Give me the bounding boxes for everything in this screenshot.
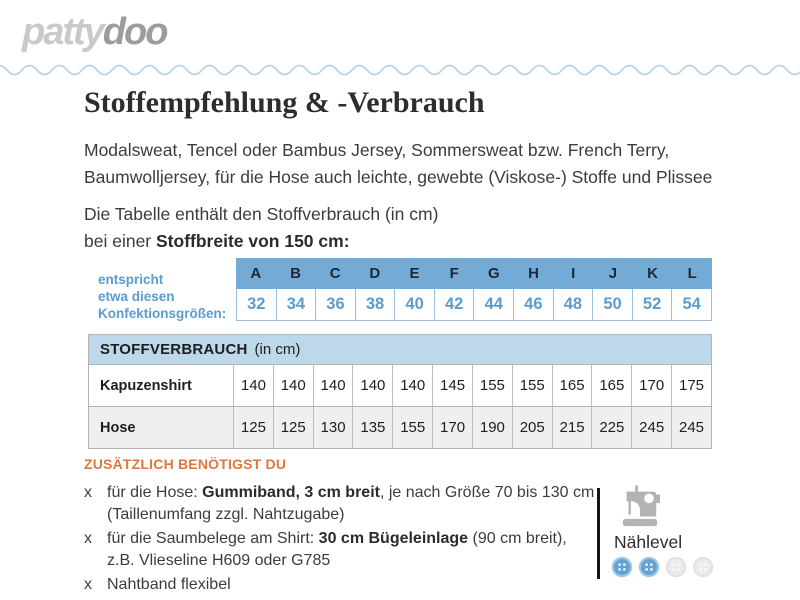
bullet-marker: x (84, 530, 92, 547)
bullet-marker: x (84, 484, 92, 501)
size-letter-cell: I (571, 265, 576, 282)
size-letter-cell: E (409, 265, 420, 282)
consumption-cell: 245 (671, 407, 711, 448)
consumption-table (88, 334, 712, 449)
consumption-cell: 140 (313, 365, 353, 406)
size-letter-cell: D (369, 265, 381, 282)
consumption-cell: 140 (233, 365, 273, 406)
intro-line-2: Baumwolljersey, für die Hose auch leichte, gewebte (Viskose-) Stoffe und Plissee (84, 167, 713, 187)
consumption-cell: 170 (631, 365, 671, 406)
consumption-cell: 125 (233, 407, 273, 448)
consumption-cell: 145 (432, 365, 472, 406)
consumption-header-title: STOFFVERBRAUCH (100, 341, 248, 358)
note-line-2: bei einer Stoffbreite von 150 cm: (84, 231, 350, 251)
size-number-cell: 48 (554, 289, 594, 320)
consumption-cell: 130 (313, 407, 353, 448)
consumption-cell: 205 (512, 407, 552, 448)
size-number-row (236, 289, 712, 321)
sizes-caption: entspricht etwa diesen Konfektionsgrößen: (98, 272, 227, 321)
consumption-cell: 155 (392, 407, 432, 448)
size-letter-cell: K (647, 265, 658, 282)
consumption-cell: 225 (591, 407, 631, 448)
consumption-header-unit: (in cm) (254, 341, 301, 358)
button-icon (665, 556, 687, 578)
size-number-cell: 42 (435, 289, 475, 320)
size-letter-cell: B (290, 265, 301, 282)
table-row-hose (89, 406, 711, 448)
consumption-cell: 165 (552, 365, 592, 406)
size-letter-cell: F (449, 265, 459, 282)
consumption-cell: 140 (273, 365, 313, 406)
logo-text-dark: doo (102, 11, 167, 53)
size-number-cell: 50 (593, 289, 633, 320)
consumption-cell: 170 (432, 407, 472, 448)
size-letter-cell: H (528, 265, 539, 282)
size-letter-cell: L (687, 265, 697, 282)
list-item: x für die Saumbelege am Shirt: 30 cm Bügeleinlage (90 cm breit), z.B. Vlieseline H609 oder G785 (84, 530, 567, 569)
logo-text-light: patty (22, 11, 103, 53)
size-number-cell: 36 (316, 289, 356, 320)
consumption-cell: 165 (591, 365, 631, 406)
naehlevel-label: Nählevel (614, 532, 683, 552)
consumption-cell: 190 (472, 407, 512, 448)
consumption-cell: 215 (552, 407, 592, 448)
size-number-cell: 40 (395, 289, 435, 320)
table-note-text (84, 201, 438, 255)
pattydoo-logo (22, 10, 166, 54)
size-table (236, 258, 712, 321)
button-icon (692, 556, 714, 578)
size-letter-cell: G (488, 265, 500, 282)
size-number-cell: 38 (356, 289, 396, 320)
consumption-table-header (89, 335, 711, 364)
row-label: Kapuzenshirt (100, 377, 192, 394)
size-number-cell: 34 (277, 289, 317, 320)
sewing-machine-icon (614, 484, 664, 528)
consumption-cell: 155 (512, 365, 552, 406)
consumption-cell: 245 (631, 407, 671, 448)
consumption-cell: 175 (671, 365, 711, 406)
size-number-cell: 52 (633, 289, 673, 320)
extras-heading: ZUSÄTZLICH BENÖTIGST DU (84, 456, 287, 472)
fabric-recommendation-text (84, 137, 712, 191)
naehlevel-buttons (611, 556, 714, 578)
consumption-cell: 140 (392, 365, 432, 406)
size-number-cell: 44 (474, 289, 514, 320)
consumption-cell: 140 (352, 365, 392, 406)
page-title: Stoffempfehlung & -Verbrauch (84, 86, 485, 119)
consumption-cell: 125 (273, 407, 313, 448)
intro-line-1: Modalsweat, Tencel oder Bambus Jersey, Sommersweat bzw. French Terry, (84, 140, 670, 160)
consumption-cell: 135 (352, 407, 392, 448)
note-line-1: Die Tabelle enthält den Stoffverbrauch (in cm) (84, 204, 439, 224)
table-row-kapuzenshirt (89, 364, 711, 406)
fabric-width-bold: Stoffbreite von 150 cm: (156, 231, 350, 251)
vertical-divider (597, 488, 600, 579)
size-number-cell: 32 (237, 289, 277, 320)
size-letter-cell: C (329, 265, 341, 282)
size-number-cell: 46 (514, 289, 554, 320)
size-letter-row (236, 258, 712, 289)
size-number-cell: 54 (682, 295, 701, 313)
button-icon (611, 556, 633, 578)
size-letter-cell: A (250, 265, 262, 282)
list-item: x für die Hose: Gummiband, 3 cm breit, je nach Größe 70 bis 130 cm (Taillenumfang zzgl. Nahtzugabe) (84, 484, 595, 523)
bullet-marker: x (84, 576, 92, 593)
size-letter-cell: J (608, 265, 618, 282)
consumption-cell: 155 (472, 365, 512, 406)
row-label: Hose (100, 419, 136, 436)
wave-divider-icon (0, 57, 800, 79)
extras-list (84, 482, 604, 598)
button-icon (638, 556, 660, 578)
list-item: x Nahtband flexibel (84, 574, 604, 596)
